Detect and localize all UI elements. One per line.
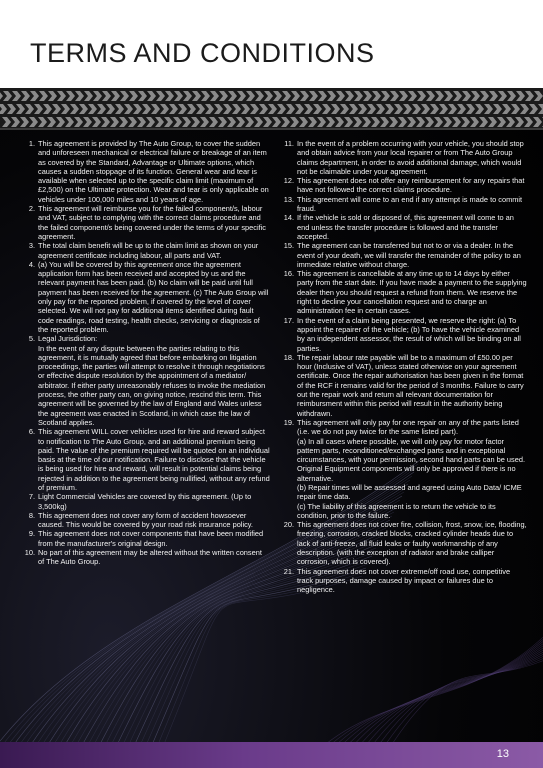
- term-text: No part of this agreement may be altered without the written consent of The Auto Group.: [38, 548, 262, 567]
- term-number: 15.: [283, 241, 294, 251]
- term-number: 2.: [28, 204, 35, 214]
- term-item: [18, 260, 270, 334]
- term-item: [18, 139, 270, 204]
- term-number: 12.: [283, 176, 294, 186]
- term-item: [277, 241, 527, 269]
- term-item: [277, 195, 527, 214]
- term-item: [18, 511, 270, 530]
- term-text: The agreement can be transferred but not to or via a dealer. In the event of your death, we will transfer the remainder of the policy to an immediate relative without charge.: [297, 241, 521, 269]
- term-number: 9.: [28, 529, 35, 539]
- term-number: 3.: [28, 241, 35, 251]
- page-number: 13: [496, 748, 509, 760]
- term-item: [277, 418, 527, 520]
- term-number: 7.: [28, 492, 35, 502]
- term-number: 5.: [28, 334, 35, 344]
- term-text: The repair labour rate payable will be to a maximum of £50.00 per hour (Inclusive of VAT), unless stated otherwise on your agreement certificate. Once the repair authorisation has been given in the format of the RCF it remains valid for the period of 3 months. Failure to carry out the repair work and return all relevant documentation for reimbursment within this period will result in the authority being withdrawn.: [297, 352, 524, 418]
- term-item: [18, 492, 270, 511]
- term-number: 1.: [28, 139, 35, 148]
- term-text: This agreement is cancellable at any time up to 14 days by either party from the start date. If you have made a payment to the supplying dealer then you should request a refund from them. We reserve the right to decline your cancellation request and to charge an administration fee in certain cases.: [297, 269, 527, 316]
- term-item: [277, 567, 527, 595]
- term-text: This agreement does not cover any form of accident howsoever caused. This would be covered by your road risk insurance policy.: [38, 510, 253, 530]
- terms-column-right: [277, 139, 527, 595]
- term-number: 10.: [24, 548, 35, 558]
- term-item: [277, 176, 527, 195]
- term-item: [277, 269, 527, 315]
- term-item: [18, 334, 270, 427]
- tyre-tread-band: [0, 88, 543, 130]
- footer-bar: [0, 742, 543, 768]
- term-text: This agreement will come to an end if any attempt is made to commit fraud.: [297, 194, 523, 214]
- term-number: 18.: [283, 352, 294, 362]
- term-item: [277, 213, 527, 241]
- term-item: [277, 353, 527, 418]
- term-number: 14.: [283, 213, 294, 223]
- term-item: [18, 241, 270, 260]
- term-item: [18, 427, 270, 492]
- term-number: 8.: [28, 510, 35, 520]
- term-text: This agreement does not cover extreme/off road use, competitive track purposes, damage caused by impact or failures due to negligence.: [297, 566, 511, 595]
- term-text: This agreement does not offer any reimbursement for any repairs that have not followed the correct claims procedure.: [297, 176, 525, 195]
- term-item: [18, 548, 270, 567]
- term-number: 11.: [284, 139, 294, 148]
- term-number: 6.: [28, 427, 35, 437]
- term-number: 20.: [283, 520, 294, 530]
- terms-column-left: [18, 139, 270, 567]
- term-item: [277, 520, 527, 566]
- term-text: In the event of a problem occurring with your vehicle, you should stop and obtain advice from your local repairer or from The Auto Group claims department, in order to avoid additional damage, which would not be claimable under your agreement.: [297, 139, 524, 176]
- term-text: This agreement is provided by The Auto Group, to cover the sudden and unforeseen mechanical or electrical failure or breakage of an item as covered by the Standard, Advantage or Ultimate options, which causes a sudden stoppage of its function. General wear and tear is available when selected up to the specific claim limit (maximum of £2,500) on the Ultimate protection. Wear and tear is only applicable on vehicles under 100,000 miles and 10 years of age.: [38, 139, 269, 204]
- term-item: [277, 316, 527, 353]
- term-number: 16.: [283, 269, 294, 279]
- term-text: The total claim benefit will be up to the claim limit as shown on your agreement certificate including labour, all parts and VAT.: [38, 241, 259, 260]
- term-text: Light Commercial Vehicles are covered by this agreement. (Up to 3,500kg): [38, 492, 252, 511]
- term-text: This agreement does not cover fire, collision, frost, snow, ice, flooding, freezing, corrosion, cracked blocks, cracked cylinder heads due to lack of anti-freeze, all fluid leaks or faulty workmanship of any description. (with the exception of radiator and brake calliper corrosion, which is covered).: [297, 520, 527, 567]
- term-item: [18, 529, 270, 548]
- term-text: In the event of a claim being presented, we reserve the right: (a) To appoint the repairer of the vehicle; (b) To have the vehicle examined by an independent assessor, the result of which will be binding on all parties.: [297, 315, 521, 353]
- term-item: [277, 139, 527, 176]
- term-number: 17.: [283, 315, 294, 325]
- page-title: TERMS AND CONDITIONS: [30, 38, 375, 68]
- term-number: 4.: [28, 259, 35, 269]
- term-text: This agreement will reimburse you for the failed component/s, labour and VAT, subject to complying with the correct claims procedure and the failed component/s being covered under the terms of your specific agreement.: [38, 204, 267, 241]
- term-text: Legal Jurisdiction: In the event of any dispute between the parties relating to this agreement, it is mutually agreed that before embarking on litigation proceedings, the parties will attempt to resolve it through negotiations or effective dispute resolution by the appointment of a mediator/ arbitrator. If either party unreasonably refuses to invoke the mediation process, the other party can, on giving notice, rescind this term. This agreement will be governed by the law of England and Wales unless the agreement was enacted in Scotland, in which case the law of Scotland applies.: [38, 334, 266, 427]
- header-banner: [0, 0, 543, 130]
- term-text: (a) You will be covered by this agreement once the agreement application form has been received and accepted by us and the relevant payment has been paid. (b) No claim will be paid until full payment has been received for the agreement. (c) The Auto Group will only pay for the reported problem, if covered by the level of cover selected. We will not pay for additional items identified during fault code readings, road testing, health checks, servicing or diagnosis of the reported problem.: [38, 259, 269, 334]
- term-text: This agreement WILL cover vehicles used for hire and reward subject to notification to The Auto Group, and an additional premium being paid. The value of the premium required will be quoted on an individual basis at the time of our notification. Failure to disclose that the vehicle is being used for hire and reward, will result in potential claims being rejected in addition to the agreement being nullified, without any refund of premium.: [38, 427, 270, 492]
- term-text: This agreement does not cover components that have been modified from the manufacturer's original design.: [38, 529, 264, 548]
- term-number: 19.: [283, 417, 294, 427]
- term-item: [18, 204, 270, 241]
- term-number: 21.: [283, 566, 294, 576]
- term-text: If the vehicle is sold or disposed of, this agreement will come to an end unless the transfer procedure is followed and the transfer accepted.: [297, 213, 514, 241]
- term-number: 13.: [283, 194, 294, 204]
- term-text: This agreement will only pay for one repair on any of the parts listed (i.e. we do not pay twice for the same listed part). (a) In all cases where possible, we will only pay for motor factor pattern parts, reconditioned/exchanged parts and in exceptional circumstances, with your permission, second hand parts can be used. Original Equipment components will only be approved if there is no alternative. (b) Repair times will be assessed and agreed using Auto Data/ ICME repair time data. (c) The liability of this agreement is to return the vehicle to its condition, prior to the failure.: [297, 417, 525, 520]
